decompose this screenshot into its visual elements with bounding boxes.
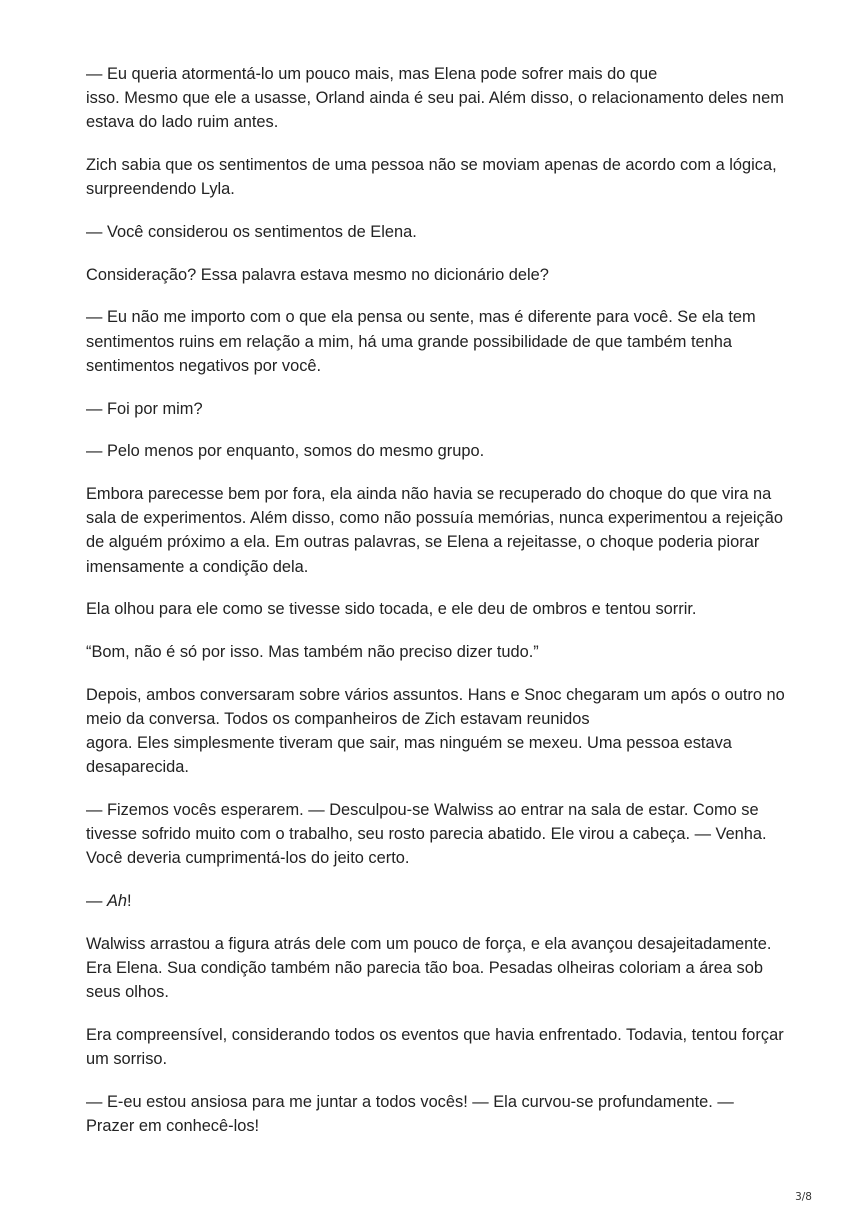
paragraph <box>86 1023 786 1071</box>
paragraph <box>86 683 786 780</box>
paragraph-text: — Fizemos vocês esperarem. — Desculpou-se Walwiss ao entrar na sala de estar. Como se tivesse sofrido muito com o trabalho, seu rosto parecia abatido. Ele virou a cabeça. — Venha. Você deveria cumprimentá-los do jeito certo. <box>86 800 767 868</box>
paragraph <box>86 305 786 378</box>
paragraph-text: — Eu não me importo com o que ela pensa ou sente, mas é diferente para você. Se ela tem sentimentos ruins em relação a mim, há uma grande possibilidade de que também tenha sentimentos negativos por você. <box>86 308 756 375</box>
paragraph <box>86 439 786 463</box>
paragraph-text: ! <box>127 892 132 911</box>
paragraph-text: Depois, ambos conversaram sobre vários assuntos. Hans e Snoc chegaram um após o outro no meio da conversa. Todos os companheiros de Zich estavam reunidos <box>86 685 785 728</box>
paragraph <box>86 482 786 579</box>
paragraph-text: Embora parecesse bem por fora, ela ainda não havia se recuperado do choque do que vira na sala de experimentos. Além disso, como não possuía memórias, nunca experimentou a rejeição de alguém próximo a ela. Em outras palavras, se Elena a rejeitasse, o choque poderia piorar imensamente a condição dela. <box>86 484 783 576</box>
paragraph <box>86 153 786 201</box>
paragraph <box>86 397 786 421</box>
paragraph <box>86 597 786 621</box>
page-number: 3/8 <box>795 1191 812 1203</box>
paragraph-text: — Você considerou os sentimentos de Elena. <box>86 223 417 242</box>
paragraph-text: Era compreensível, considerando todos os eventos que havia enfrentado. Todavia, tentou forçar um sorriso. <box>86 1025 784 1069</box>
paragraph-text: — E-eu estou ansiosa para me juntar a todos vocês! — Ela curvou-se profundamente. — Prazer em conhecê-los! <box>86 1092 734 1135</box>
paragraph <box>86 220 786 244</box>
paragraph-text: isso. Mesmo que ele a usasse, Orland ainda é seu pai. Além disso, o relacionamento deles nem estava do lado ruim antes. <box>86 89 784 132</box>
paragraph <box>86 1090 786 1138</box>
paragraph <box>86 889 786 913</box>
paragraph-text: Ela olhou para ele como se tivesse sido tocada, e ele deu de ombros e tentou sorrir. <box>86 600 697 619</box>
paragraph-text: Walwiss arrastou a figura atrás dele com um pouco de força, e ela avançou desajeitadamente. Era Elena. Sua condição também não parecia tão boa. Pesadas olheiras coloriam a área sob seus olhos. <box>86 934 772 1002</box>
paragraph-text: — Foi por mim? <box>86 399 203 418</box>
document-body <box>86 62 786 1157</box>
paragraph <box>86 263 786 287</box>
paragraph <box>86 640 786 664</box>
paragraph-text: agora. Eles simplesmente tiveram que sair, mas ninguém se mexeu. Uma pessoa estava desaparecida. <box>86 734 732 777</box>
paragraph-text: Zich sabia que os sentimentos de uma pessoa não se moviam apenas de acordo com a lógica, surpreendendo Lyla. <box>86 156 777 199</box>
paragraph <box>86 798 786 871</box>
italic-text: Ah <box>106 892 128 911</box>
paragraph-text: “Bom, não é só por isso. Mas também não preciso dizer tudo.” <box>86 642 539 661</box>
paragraph-text: — Pelo menos por enquanto, somos do mesmo grupo. <box>86 442 485 461</box>
paragraph-text: — Eu queria atormentá-lo um pouco mais, mas Elena pode sofrer mais do que <box>86 65 658 83</box>
paragraph <box>86 932 786 1005</box>
paragraph-text: — <box>86 892 107 911</box>
paragraph-text: Consideração? Essa palavra estava mesmo no dicionário dele? <box>86 265 549 284</box>
paragraph <box>86 62 786 135</box>
